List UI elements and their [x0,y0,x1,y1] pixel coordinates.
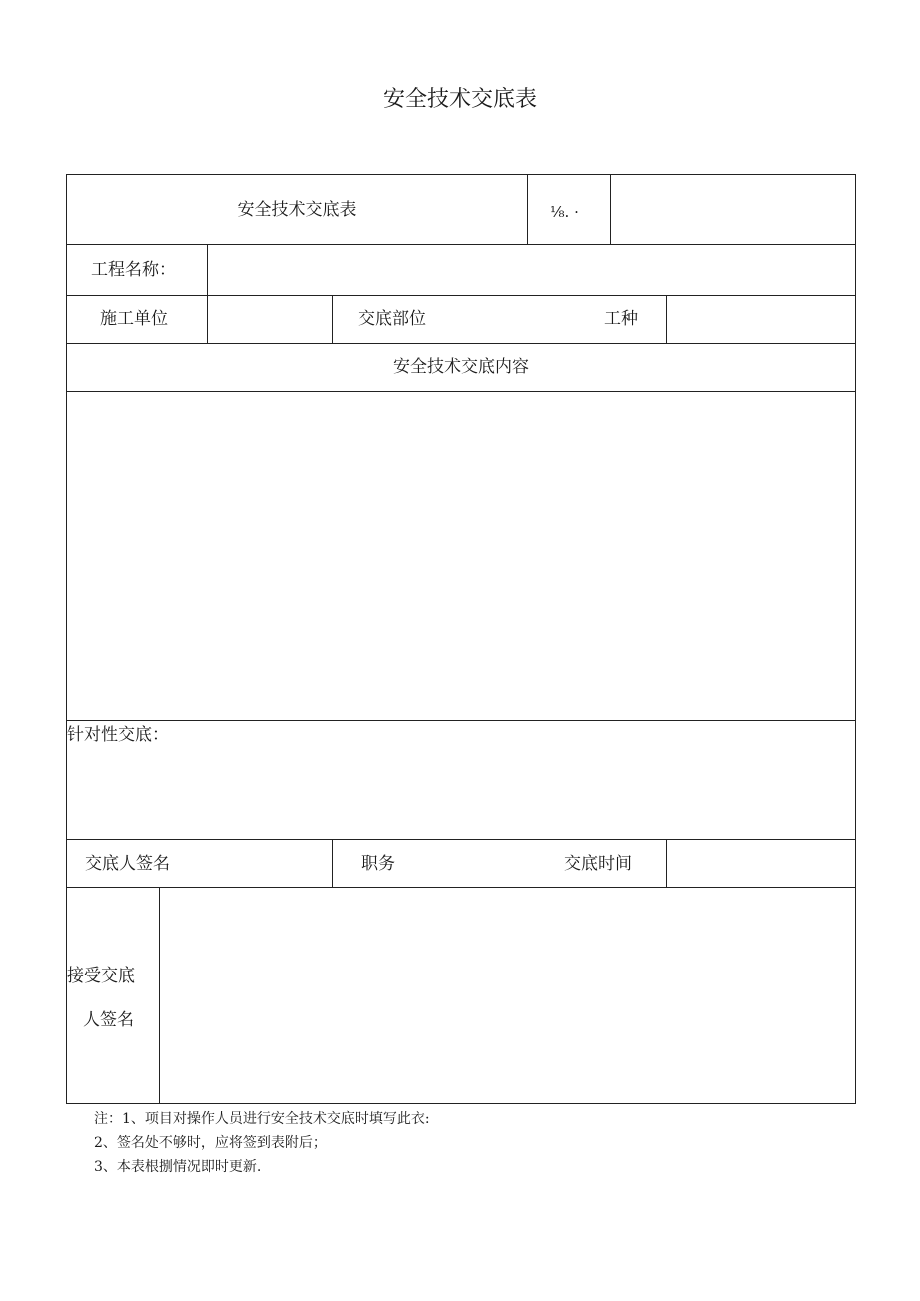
row-divider [67,720,855,721]
note-line: 2、签名处不够时，应将签到表附后； [94,1135,327,1151]
notes [94,1107,430,1179]
receiver-label-line1: 接受交底 [67,966,135,986]
receiver-label-line2: 人签名 [83,1010,134,1030]
content-heading: 安全技术交底内容 [393,357,529,377]
note-line: 注：1、项目对操作人员进行安全技术交底时填写此衣: [94,1111,430,1127]
number-label: ⅛. · [550,203,579,221]
handover-person-label: 交底人签名 [85,854,170,874]
handover-time-field[interactable] [667,840,855,887]
page-title: 安全技术交底表 [382,87,537,112]
safety-handover-form [66,174,856,1104]
targeted-handover-label: 针对性交底： [67,725,169,745]
row-divider [67,343,855,344]
handover-location-label: 交底部位 [358,309,426,329]
content-area[interactable] [67,392,855,720]
construction-unit-field[interactable] [208,296,332,343]
work-type-field[interactable] [667,296,855,343]
column-divider [332,295,333,343]
note-line: 3、本表根捌情况即时更新. [94,1159,262,1175]
targeted-handover-area[interactable] [67,747,855,839]
form-header-title: 安全技术交底表 [237,200,357,220]
handover-time-label: 交底时间 [564,854,632,874]
construction-unit-label: 施工单位 [100,309,168,329]
project-name-field[interactable] [208,245,855,295]
work-type-label: 工种 [604,309,638,329]
position-label: 职务 [361,854,395,874]
column-divider [332,839,333,887]
number-field[interactable] [611,175,855,243]
column-divider [527,175,528,244]
receiver-signature-area[interactable] [160,888,855,1103]
project-name-label: 工程名称： [91,260,176,280]
